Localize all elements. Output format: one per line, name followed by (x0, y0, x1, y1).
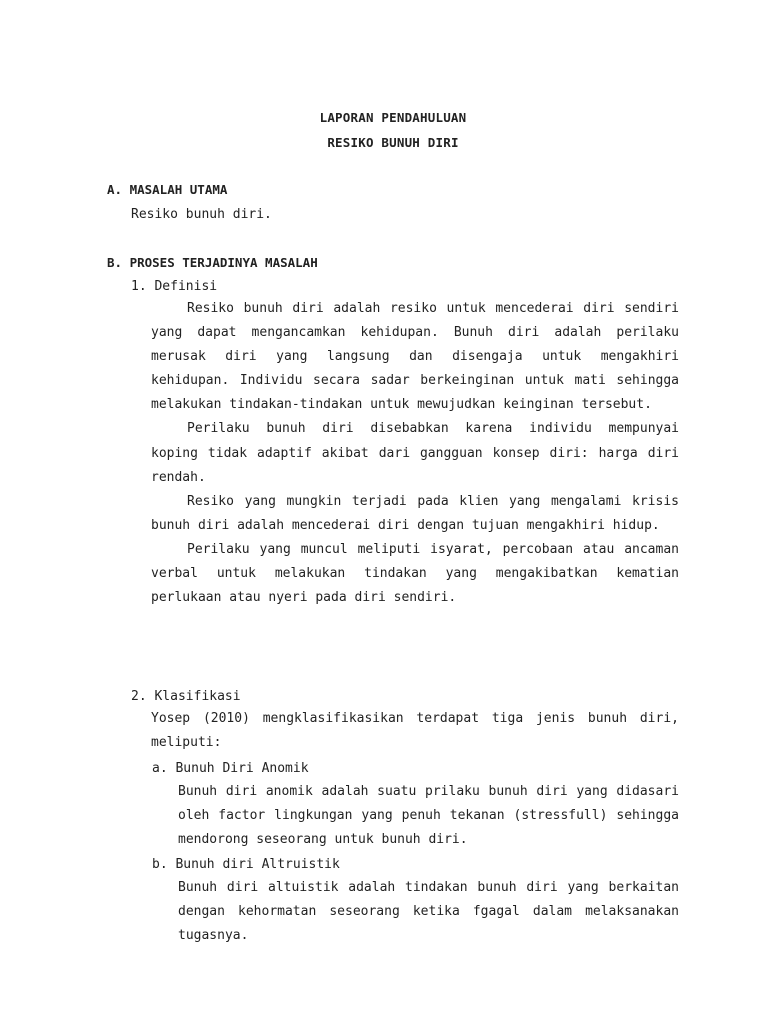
classification-intro: Yosep (2010) mengklasifikasikan terdapat tiga jenis bunuh diri, meliputi: (151, 711, 679, 751)
subitem-a-text: Bunuh diri anomik adalah suatu prilaku bunuh diri yang didasari oleh factor lingkungan yang penuh tekanan (stressfull) sehingga mendorong seseorang untuk bunuh diri. (178, 784, 679, 848)
document-title-line1: LAPORAN PENDAHULUAN (319, 110, 467, 125)
definition-paragraph: Perilaku bunuh diri disebabkan karena individu mempunyai koping tidak adaptif akibat dari gangguan konsep diri: harga diri rendah. (151, 421, 679, 485)
subitem-a-label: a. Bunuh Diri Anomik (152, 761, 309, 776)
subitem-b-text: Bunuh diri altuistik adalah tindakan bunuh diri yang berkaitan dengan kehormatan seseorang ketika fgagal dalam melaksanakan tugasnya. (178, 880, 679, 944)
definition-paragraph: Resiko yang mungkin terjadi pada klien yang mengalami krisis bunuh diri adalah mencederai diri dengan tujuan mengakhiri hidup. (151, 493, 679, 533)
item1-label: 1. Definisi (131, 279, 218, 294)
subitem-b-label: b. Bunuh diri Altruistik (152, 857, 340, 872)
item2-label: 2. Klasifikasi (131, 689, 241, 704)
section-a-heading: A. MASALAH UTAMA (107, 182, 228, 197)
definition-paragraphs (151, 297, 679, 610)
definition-paragraph: Perilaku yang muncul meliputi isyarat, percobaan atau ancaman verbal untuk melakukan tindakan yang mengakibatkan kematian perlukaan atau nyeri pada diri sendiri. (151, 541, 679, 606)
section-a-text: Resiko bunuh diri. (131, 207, 272, 222)
document-title-line2: RESIKO BUNUH DIRI (327, 135, 459, 150)
definition-paragraph: Resiko bunuh diri adalah resiko untuk mencederai diri sendiri yang dapat mengancamkan kehidupan. Bunuh diri adalah perilaku merusak diri yang langsung dan disengaja untuk mengakhiri kehidupan. Individu secara sadar berkeinginan untuk mati sehingga melakukan tindakan-tindakan untuk mewujudkan keinginan tersebut. (151, 301, 679, 413)
section-b-heading: B. PROSES TERJADINYA MASALAH (107, 255, 318, 270)
